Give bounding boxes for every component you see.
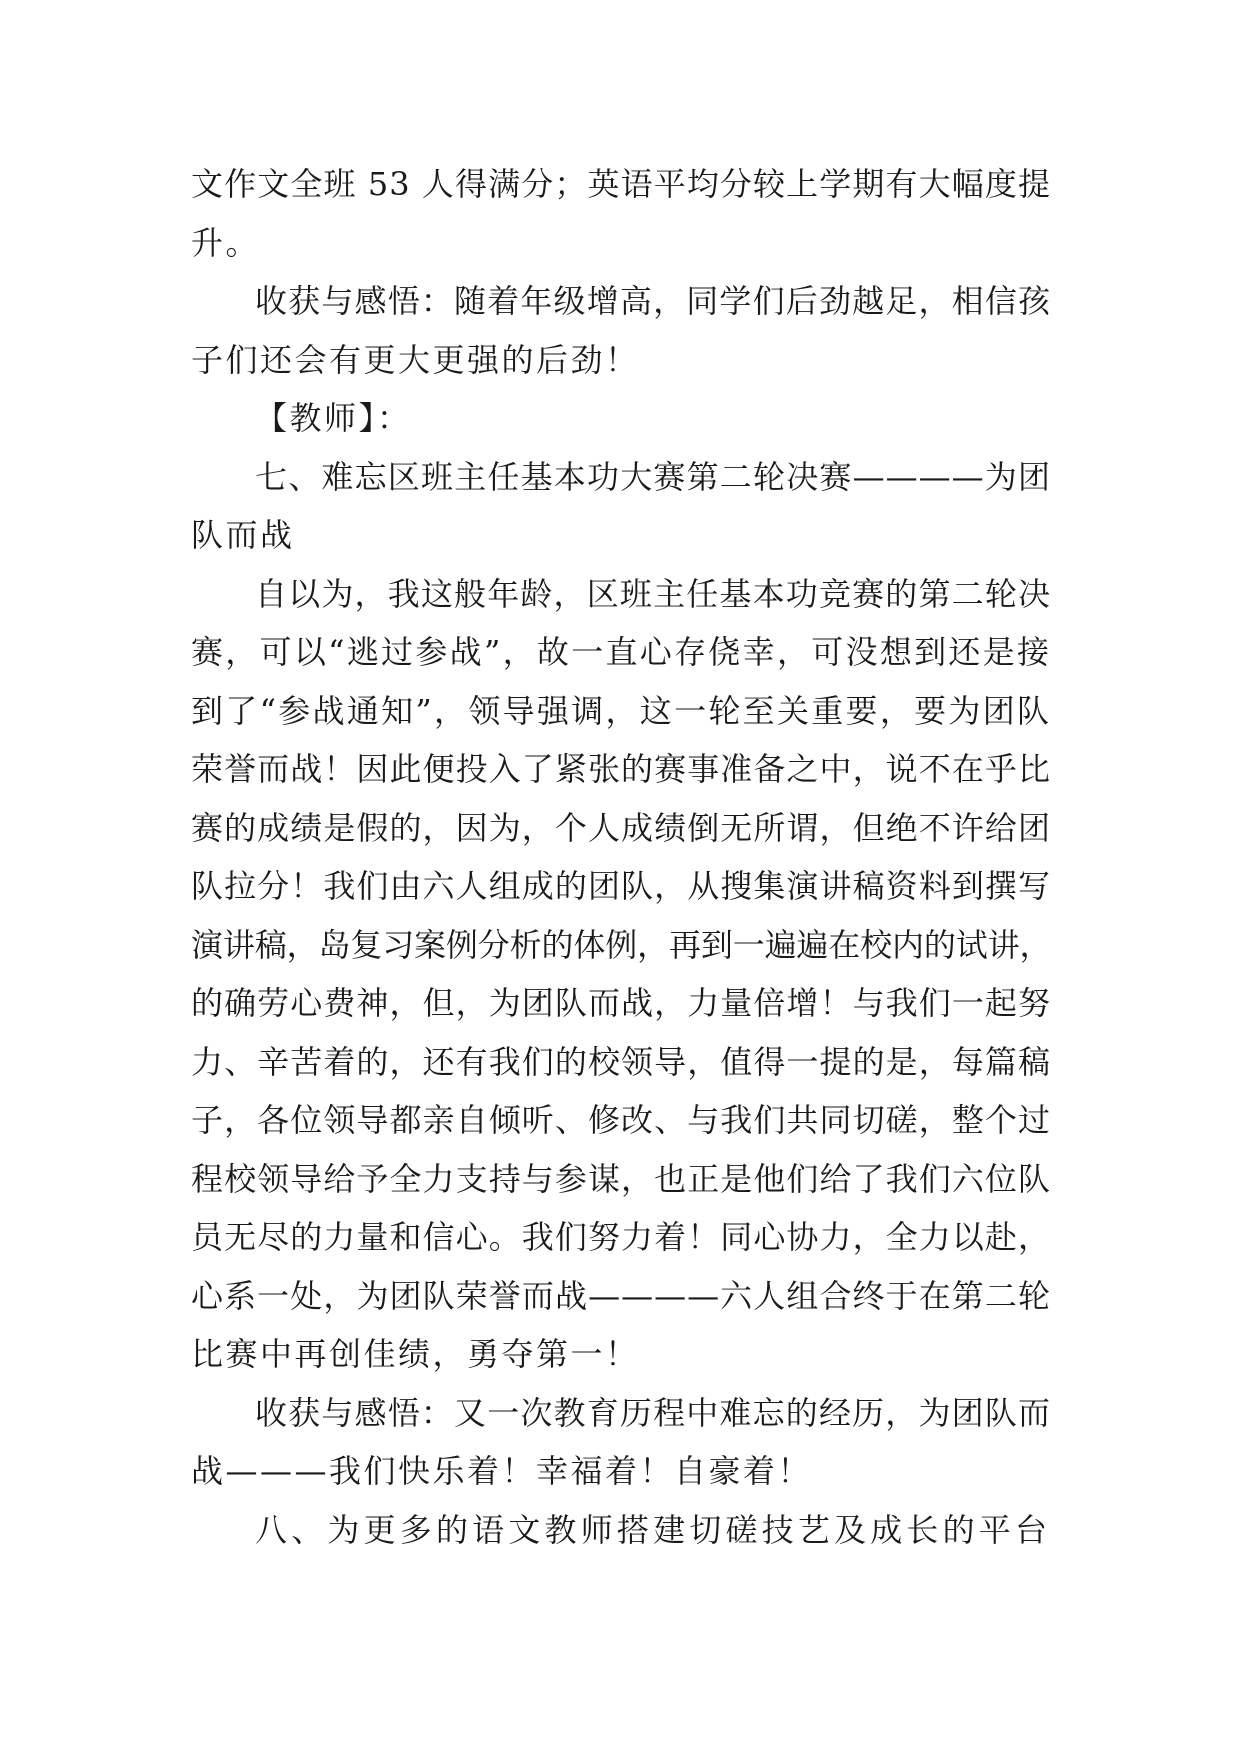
text-line: 子，各位领导都亲自倾听、修改、与我们共同切磋，整个过 [191,1101,1051,1139]
text-line: 比赛中再创佳绩，勇夺第一！ [191,1335,640,1373]
text-line: 赛的成绩是假的，因为，个人成绩倒无所谓，但绝不许给团 [191,808,1051,847]
section-label: 【教师】： [255,399,412,437]
text-line: 的确劳心费神，但，为团队而战，力量倍增！与我们一起努 [191,984,1051,1022]
document-body [191,155,1051,1559]
section-heading-line: 八、为更多的语文教师搭建切磋技艺及成长的平台 [255,1510,1051,1549]
text-line: 子们还会有更大更强的后劲！ [191,340,640,379]
text-line: 到了“参战通知”，领导强调，这一轮至关重要，要为团队 [191,691,1051,730]
text-line: 程校领导给予全力支持与参谋，也正是他们给了我们六位队 [191,1159,1051,1198]
text-line: 演讲稿，岛复习案例分析的体例，再到一遍遍在校内的试讲， [191,925,1051,964]
text-line: 赛，可以“逃过参战”，故一直心存侥幸，可没想到还是接 [191,633,1051,671]
text-line: 升。 [191,223,261,262]
paragraph-start-line: 自以为，我这般年龄，区班主任基本功竞赛的第二轮决 [255,574,1051,613]
paragraph-start-line: 收获与感悟：随着年级增高，同学们后劲越足，相信孩 [255,282,1051,320]
text-line: 荣誉而战！因此便投入了紧张的赛事准备之中，说不在乎比 [191,750,1051,788]
text-line: 战———我们快乐着！幸福着！自豪着！ [191,1452,813,1490]
paragraph-start-line: 收获与感悟：又一次教育历程中难忘的经历，为团队而 [255,1393,1051,1432]
text-line: 文作文全班 53 人得满分；英语平均分较上学期有大幅度提 [191,165,1051,203]
section-heading-line: 队而战 [191,516,295,554]
text-line: 员无尽的力量和信心。我们努力着！同心协力，全力以赴， [191,1218,1051,1256]
text-line: 心系一处，为团队荣誉而战————六人组合终于在第二轮 [191,1276,1051,1315]
text-line: 队拉分！我们由六人组成的团队，从搜集演讲稿资料到撰写 [191,867,1051,905]
section-heading-line: 七、难忘区班主任基本功大赛第二轮决赛————为团 [255,457,1051,496]
text-line: 力、辛苦着的，还有我们的校领导，值得一提的是，每篇稿 [191,1042,1051,1081]
